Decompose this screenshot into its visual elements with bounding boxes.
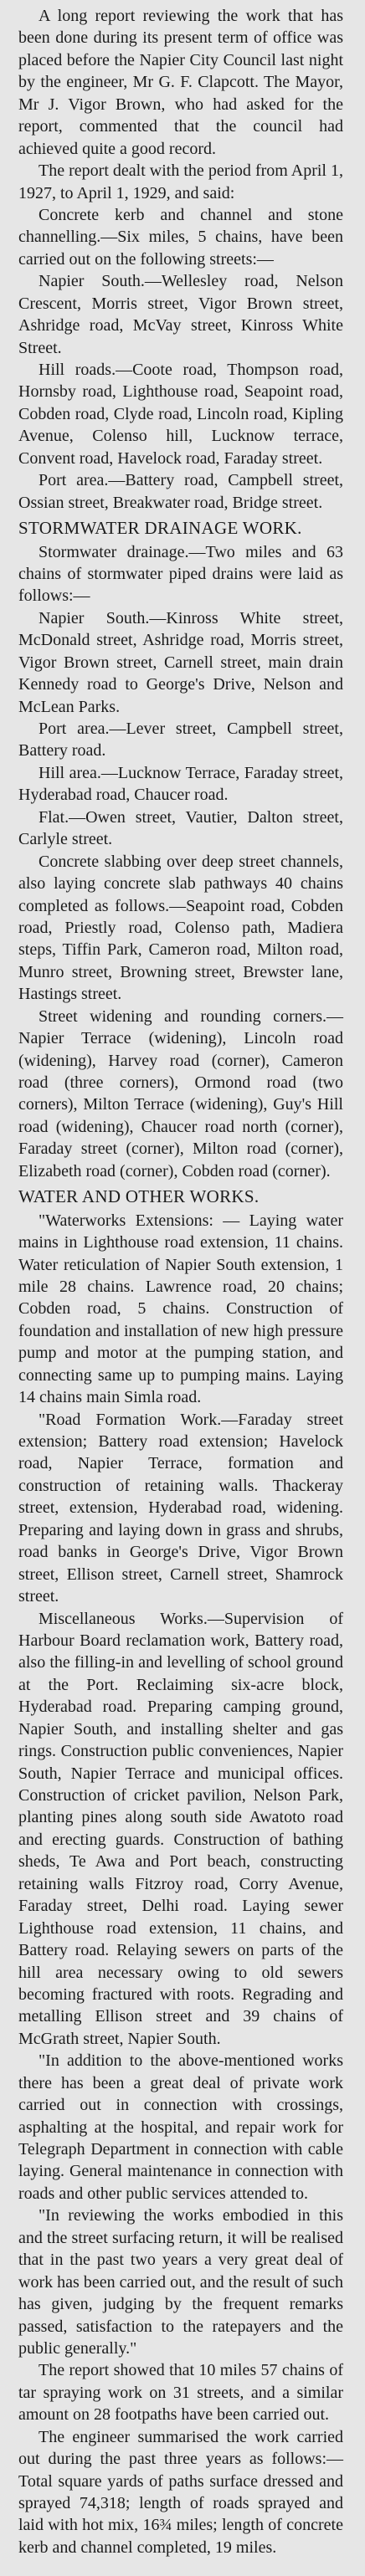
article-paragraph: Concrete kerb and channel and stone channelling.—Six miles, 5 chains, have been carried out on the following streets:— (18, 205, 343, 269)
article-paragraph: The engineer summarised the work carried out during the past three years as follows:—Total square yards of paths surface dressed and sprayed 74,318; length of roads sprayed and laid with hot mix, 16¾ miles; length of concrete kerb and channel completed, 19 miles. (18, 2427, 343, 2557)
article-paragraph: Flat.—Owen street, Vautier, Dalton street, Carlyle street. (18, 807, 343, 849)
article-paragraph: Miscellaneous Works.—Supervision of Harbour Board reclamation work, Battery road, also the filling-in and levelling of school ground at the Port. Reclaiming six-acre block, Hyderabad road. Preparing camping ground, Napier South, and installing shelter and gas rings. Construction public conveniences, Napier South, Napier Terrace and municipal offices. Construction of cricket pavilion, Nelson Park, planting pines along south side Awatoto road and erecting guards. Construction of bathing sheds, Te Awa and Port beach, constructing retaining walls Fitzroy road, Corry Avenue, Faraday street, Delhi road. Laying sewer Lighthouse road extension, 11 chains, and Battery road. Relaying sewers on parts of the hill area necessary owing to old sewers becoming fractured with roots. Regrading and metalling Ellison street and 39 chains of McGrath street, Napier South. (18, 1609, 343, 2048)
article-paragraph: Hill roads.—Coote road, Thompson road, Hornsby road, Lighthouse road, Seapoint road, Cobden road, Clyde road, Lincoln road, Kipling Avenue, Colenso hill, Lucknow terrace, Convent road, Havelock road, Faraday street. (18, 361, 343, 468)
article-paragraph: "Road Formation Work.—Faraday street extension; Battery road extension; Havelock road, Napier Terrace, formation and construction of retaining walls. Thackeray street, extension, Hyderabad road, widening. Preparing and laying down in grass and shrubs, road banks in George's Drive, Vigor Brown street, Ellison street, Carnell street, Shamrock street. (18, 1410, 343, 1606)
article-paragraph: Port area.—Lever street, Campbell street, Battery road. (18, 720, 343, 761)
article-paragraph: "In addition to the above-mentioned works there has been a great deal of private work carried out in connection with crossings, asphalting at the hospital, and repair work for Telegraph Department in connection with cable laying. General maintenance in connection with roads and other public services attended to. (18, 2051, 343, 2203)
article-body (18, 5, 343, 2558)
article-paragraph: The report showed that 10 miles 57 chains of tar spraying work on 31 streets, and a similar amount on 28 footpaths have been carried out. (18, 2361, 343, 2425)
article-paragraph: "Waterworks Extensions: — Laying water mains in Lighthouse road extension, 11 chains. Water reticulation of Napier South extension, 1 mile 28 chains. Lawrence road, 20 chains; Cobden road, 5 chains. Construction of foundation and installation of new high pressure pump and motor at the pumping station, and connecting same up to pumping mains. Laying 14 chains main Simla road. (18, 1211, 343, 1407)
article-paragraph: A long report reviewing the work that has been done during its present term of office was placed before the Napier City Council last night by the engineer, Mr G. F. Clapcott. The Mayor, Mr J. Vigor Brown, who had asked for the report, commented that the council had achieved quite a good record. (18, 7, 343, 158)
article-paragraph: Napier South.—Wellesley road, Nelson Crescent, Morris street, Vigor Brown street, Ashridge road, McVay street, Kinross White Street. (18, 272, 343, 357)
article-paragraph: Stormwater drainage.—Two miles and 63 chains of stormwater piped drains were laid as follows:— (18, 542, 343, 606)
article-paragraph: Napier South.—Kinross White street, McDonald street, Ashridge road, Morris street, Vigor Brown street, Carnell street, main drain Kennedy road to George's Drive, Nelson and McLean Parks. (18, 608, 343, 716)
article-paragraph: Hill area.—Lucknow Terrace, Faraday street, Hyderabad road, Chaucer road. (18, 763, 343, 805)
article-paragraph: Concrete slabbing over deep street channels, also laying concrete slab pathways 40 chains completed as follows.—Seapoint road, Cobden road, Priestly road, Colenso path, Madiera steps, Tiffin Park, Cameron road, Milton road, Munro street, Browning street, Brewster lane, Hastings street. (18, 852, 343, 1004)
article-paragraph: "In reviewing the works embodied in this and the street surfacing return, it will be realised that in the past two years a very great deal of work has been carried out, and the result of such has given, judging by the frequent remarks passed, satisfaction to the ratepayers and the public generally." (18, 2206, 343, 2358)
section-heading: WATER AND OTHER WORKS. (18, 1186, 260, 1207)
section-heading: STORMWATER DRAINAGE WORK. (18, 518, 302, 539)
article-paragraph: The report dealt with the period from April 1, 1927, to April 1, 1929, and said: (18, 161, 343, 202)
article-paragraph: Street widening and rounding corners.—Napier Terrace (widening), Lincoln road (widening), Harvey road (corner), Cameron road (three corners), Ormond road (two corners), Milton Terrace (widening), Guy's Hill road (widening), Chaucer road north (corner), Faraday street (corner), Milton road (corner), Elizabeth road (corner), Cobden road (corner). (18, 1006, 343, 1180)
article-paragraph: Port area.—Battery road, Campbell street, Ossian street, Breakwater road, Bridge street. (18, 471, 343, 512)
